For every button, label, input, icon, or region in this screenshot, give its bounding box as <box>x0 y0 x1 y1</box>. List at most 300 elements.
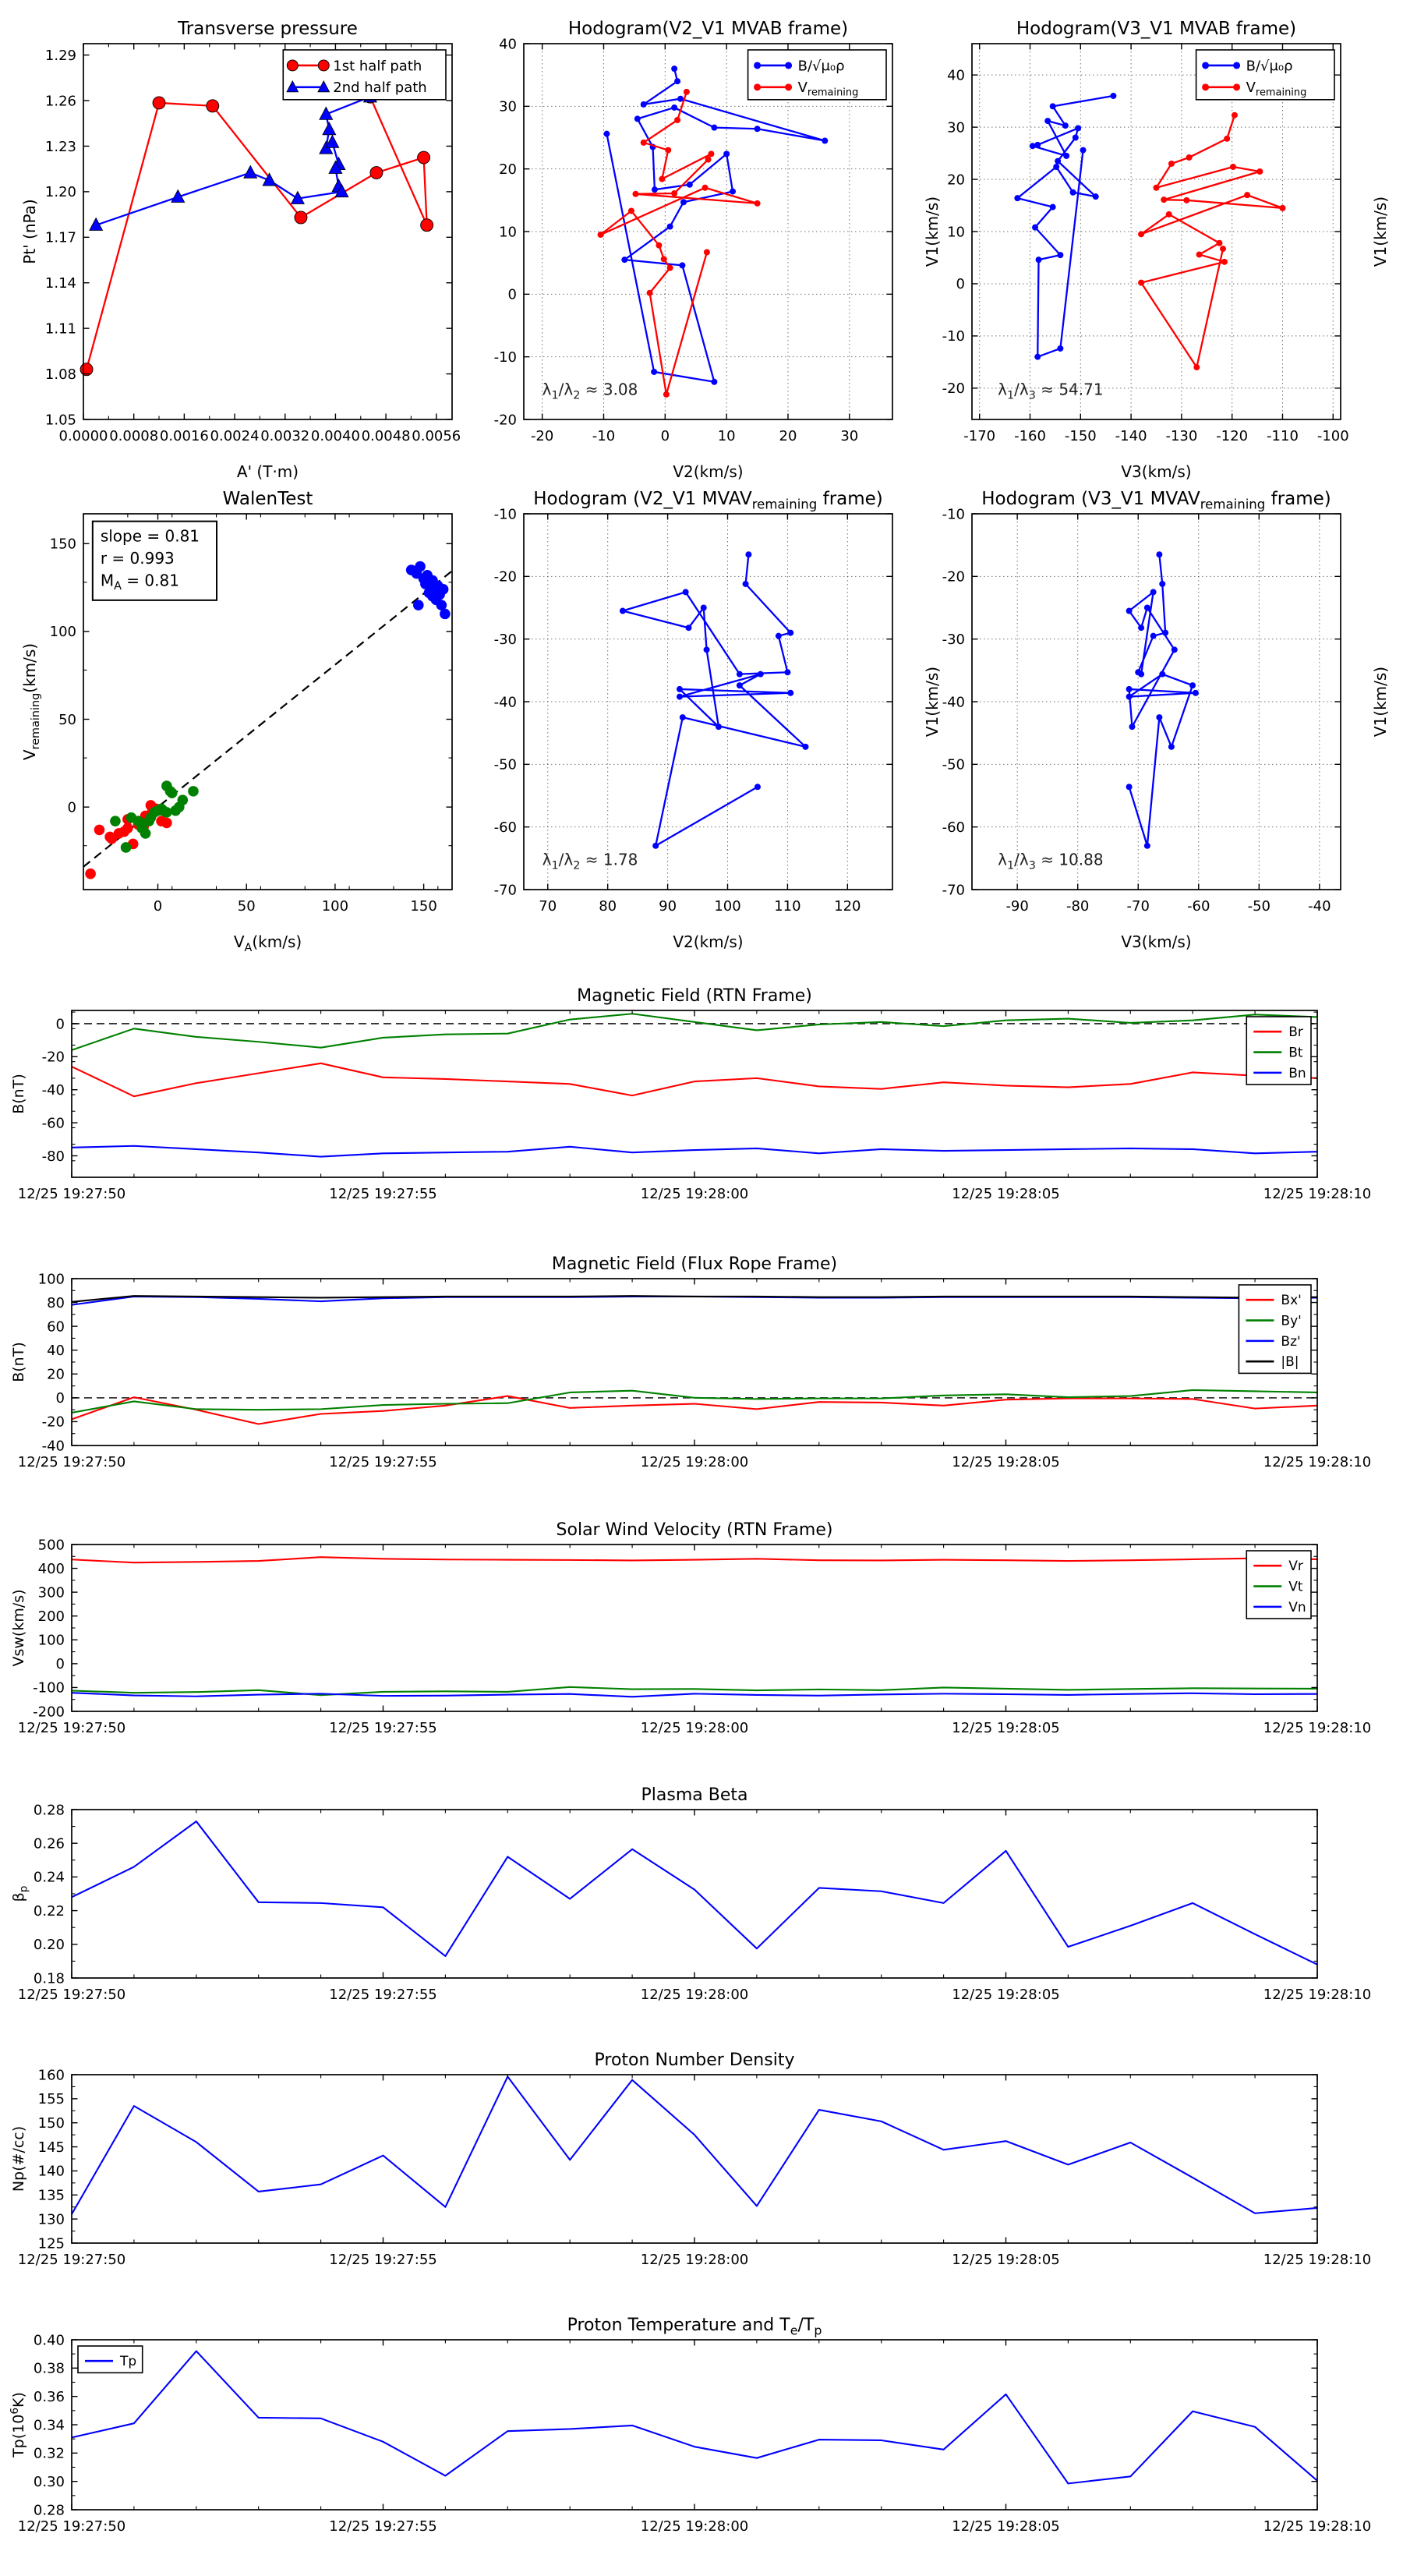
point-marker <box>674 117 680 123</box>
x-tick-label: 12/25 19:27:55 <box>329 1987 437 2003</box>
y-tick-label: 10 <box>947 224 965 241</box>
x-axis-label: V2(km/s) <box>673 932 744 951</box>
point-marker <box>667 224 673 230</box>
legend-label: Vt <box>1288 1579 1303 1595</box>
chart-hodogram_v2v1_mvav <box>494 489 942 951</box>
x-tick-label: 12/25 19:28:10 <box>1263 2518 1372 2535</box>
y-tick-label: -60 <box>41 1115 65 1132</box>
annotation: $\lambda_1/\lambda_3 \approx 10.88$ <box>998 850 1104 872</box>
legend-label: |B| <box>1281 1354 1299 1371</box>
x-tick-label: 0.0008 <box>109 428 159 444</box>
point-marker <box>1110 93 1116 99</box>
point-marker <box>674 78 680 84</box>
point-marker <box>802 744 808 750</box>
x-tick-label: -70 <box>1126 898 1150 915</box>
y-axis-label: $V_{remaining}(km/s)$ <box>20 642 42 761</box>
triangle-marker <box>244 165 257 178</box>
x-tick-label: 12/25 19:28:00 <box>640 1454 749 1470</box>
point-marker <box>716 724 722 730</box>
series-V remaining hodogram <box>1129 554 1196 846</box>
y-tick-label: 0.38 <box>33 2360 65 2377</box>
point-marker <box>1233 83 1240 90</box>
annotation: $\lambda_1/\lambda_3 \approx 54.71$ <box>998 380 1104 402</box>
stats-line: r = 0.993 <box>100 549 175 568</box>
y-tick-label: 130 <box>37 2211 65 2228</box>
y-tick-label: -20 <box>41 1414 65 1431</box>
x-tick-label: 110 <box>774 898 801 915</box>
x-tick-label: -50 <box>1247 898 1271 915</box>
x-tick-label: 0.0016 <box>159 428 209 444</box>
legend-label: By' <box>1281 1313 1302 1329</box>
x-tick-label: 12/25 19:28:10 <box>1263 1186 1372 1202</box>
x-tick-label: 10 <box>717 428 736 444</box>
point-marker <box>787 690 793 696</box>
point-marker <box>647 290 653 296</box>
point-marker <box>1150 589 1157 595</box>
y-tick-label: 60 <box>47 1318 65 1336</box>
x-axis-label: V3(km/s) <box>1121 462 1192 481</box>
x-tick-label: -10 <box>592 428 616 444</box>
point-marker <box>1062 122 1069 129</box>
y-tick-label: 40 <box>499 36 517 53</box>
y-tick-label: -10 <box>493 506 517 523</box>
point-marker <box>1032 225 1038 231</box>
point-marker <box>603 131 610 137</box>
x-tick-label: -40 <box>1308 898 1331 915</box>
point-marker <box>110 816 121 826</box>
x-axis-label: $V_A(km/s)$ <box>233 932 302 954</box>
point-marker <box>758 671 764 678</box>
point-marker <box>663 391 670 398</box>
point-marker <box>1221 259 1228 265</box>
x-tick-label: 12/25 19:28:00 <box>640 2518 749 2535</box>
series-V remaining <box>1141 115 1282 367</box>
point-marker <box>677 694 683 700</box>
point-marker <box>415 561 426 572</box>
y-tick-label: 0 <box>507 286 517 303</box>
point-marker <box>440 609 451 620</box>
point-marker <box>743 581 749 587</box>
y-tick-label: -40 <box>41 1082 65 1099</box>
series-Bt <box>72 1014 1317 1050</box>
point-marker <box>1224 136 1230 142</box>
y-tick-label: 1.05 <box>44 412 76 429</box>
point-marker <box>1057 252 1063 258</box>
axes-frame <box>72 2075 1317 2243</box>
y-tick-label: 20 <box>947 172 965 189</box>
x-tick-label: -120 <box>1216 428 1249 444</box>
legend-label: 1st half path <box>333 58 422 75</box>
legend-label: B/√μ₀ρ <box>797 58 845 75</box>
point-marker <box>122 823 133 833</box>
point-marker <box>686 625 692 631</box>
point-marker <box>167 787 178 798</box>
point-marker <box>620 608 626 614</box>
point-marker <box>121 842 132 853</box>
y-axis-label: Vsw(km/s) <box>10 1589 27 1667</box>
series-V remaining hodogram <box>623 554 806 846</box>
point-marker <box>680 199 687 205</box>
chart-hodogram_v2v1_mvab <box>494 19 942 481</box>
point-marker <box>1220 246 1226 252</box>
chart-title: Solar Wind Velocity (RTN Frame) <box>556 1520 833 1540</box>
point-marker <box>755 784 761 790</box>
y-tick-label: 0 <box>55 1656 65 1673</box>
series-Vn <box>72 1693 1317 1697</box>
x-tick-label: 12/25 19:28:05 <box>952 1186 1060 1202</box>
point-marker <box>1063 153 1069 159</box>
y-tick-label: -60 <box>493 819 517 836</box>
point-marker <box>1193 364 1200 370</box>
x-tick-label: 12/25 19:27:55 <box>329 2518 437 2535</box>
x-axis-label: V3(km/s) <box>1121 932 1192 951</box>
chart-plasma_beta <box>10 1785 1371 2003</box>
legend <box>1246 1017 1311 1085</box>
x-tick-label: 0.0040 <box>310 428 360 444</box>
chart-title: Magnetic Field (RTN Frame) <box>577 986 812 1006</box>
point-marker <box>754 62 761 69</box>
stats-box <box>93 522 217 600</box>
point-marker <box>632 191 638 197</box>
y-tick-label: 0.36 <box>33 2388 65 2405</box>
x-tick-label: -160 <box>1014 428 1046 444</box>
x-axis-label: V2(km/s) <box>673 462 744 481</box>
point-marker <box>680 714 686 720</box>
stats-line: slope = 0.81 <box>100 526 200 546</box>
x-tick-label: 90 <box>659 898 677 915</box>
legend <box>78 2346 143 2373</box>
point-marker <box>1093 193 1099 200</box>
y-tick-label: 155 <box>37 2091 65 2108</box>
point-marker <box>641 140 647 146</box>
x-tick-label: 12/25 19:27:50 <box>17 2518 126 2535</box>
chart-title: Plasma Beta <box>641 1785 748 1805</box>
y-axis-label: B(nT) <box>10 1342 27 1382</box>
point-marker <box>1034 354 1041 360</box>
point-marker <box>701 605 707 611</box>
x-tick-label: 0 <box>660 428 670 444</box>
point-marker <box>1183 197 1189 203</box>
x-tick-label: 0.0056 <box>412 428 461 444</box>
y-tick-label: -30 <box>493 631 517 648</box>
y-tick-label: 0.18 <box>33 1970 65 1987</box>
point-marker <box>1055 158 1061 165</box>
point-marker <box>737 682 743 688</box>
y-tick-label: -60 <box>942 819 965 836</box>
y-tick-label: -40 <box>41 1438 65 1455</box>
y-tick-label: 1.20 <box>44 184 76 201</box>
legend-label: B/√μ₀ρ <box>1246 58 1293 75</box>
legend-label: $V_{remaining}$ <box>797 80 859 99</box>
point-marker <box>621 257 627 263</box>
y-tick-label: -100 <box>33 1679 65 1697</box>
x-tick-label: 150 <box>410 898 437 915</box>
annotation: $\lambda_1/\lambda_2 \approx 3.08$ <box>542 380 638 402</box>
point-marker <box>683 589 689 595</box>
point-marker <box>161 818 172 829</box>
y-tick-label: 150 <box>37 2115 65 2132</box>
y-tick-label: 300 <box>37 1584 65 1601</box>
point-marker <box>702 185 709 191</box>
y-tick-label: 200 <box>37 1608 65 1626</box>
point-marker <box>679 262 685 268</box>
point-marker <box>661 256 667 262</box>
x-tick-label: 12/25 19:28:10 <box>1263 1720 1372 1736</box>
point-marker <box>687 182 693 188</box>
x-tick-label: 12/25 19:28:05 <box>952 1720 1060 1736</box>
y-tick-label: 1.08 <box>44 366 76 383</box>
y-tick-label: 160 <box>37 2067 65 2084</box>
point-marker <box>1168 744 1175 750</box>
y-axis-label: V1(km/s) <box>1371 196 1390 267</box>
y-tick-label: -200 <box>33 1704 65 1721</box>
point-marker <box>1126 608 1133 614</box>
point-marker <box>1202 83 1209 90</box>
point-marker <box>1138 625 1144 631</box>
point-marker <box>1244 192 1250 198</box>
y-tick-label: -30 <box>942 631 965 648</box>
stats-line: $M_A = 0.81$ <box>100 571 179 593</box>
point-marker <box>1050 103 1056 109</box>
point-marker <box>1154 185 1160 191</box>
y-tick-label: 0 <box>55 1016 65 1033</box>
chart-vsw_rtn <box>10 1520 1371 1736</box>
y-axis-label: Np(#/cc) <box>10 2125 27 2192</box>
point-marker <box>1233 62 1240 69</box>
point-marker <box>822 138 828 144</box>
point-marker <box>318 60 329 71</box>
y-tick-label: -10 <box>942 328 965 345</box>
series-B/sqrt(mu0 rho) <box>606 69 825 382</box>
x-tick-label: 12/25 19:27:55 <box>329 2252 437 2268</box>
y-tick-label: 50 <box>58 711 76 728</box>
y-tick-label: 0.20 <box>33 1937 65 1954</box>
y-tick-label: -70 <box>493 882 517 899</box>
point-marker <box>684 89 690 95</box>
x-tick-label: -80 <box>1066 898 1090 915</box>
y-tick-label: -70 <box>942 882 965 899</box>
point-marker <box>651 369 657 375</box>
chart-title: Hodogram (V3_V1 $MVAV_{remaining}$ frame) <box>981 489 1331 512</box>
point-marker <box>628 207 634 214</box>
legend-label: Vr <box>1288 1559 1303 1575</box>
y-tick-label: 100 <box>37 1271 65 1288</box>
point-marker <box>1070 189 1076 196</box>
point-marker <box>1172 646 1178 653</box>
y-tick-label: 500 <box>37 1537 65 1554</box>
y-tick-label: -20 <box>493 568 517 586</box>
point-marker <box>1156 714 1162 720</box>
y-axis-label: Pt' (nPa) <box>20 199 39 264</box>
legend-label: Vn <box>1288 1599 1306 1615</box>
x-axis-label: A' (T·m) <box>236 462 299 481</box>
point-marker <box>1138 671 1144 678</box>
y-tick-label: 0.40 <box>33 2332 65 2349</box>
y-tick-label: -40 <box>942 694 965 711</box>
point-marker <box>178 794 189 805</box>
point-marker <box>153 97 165 109</box>
x-tick-label: -130 <box>1165 428 1198 444</box>
y-tick-label: 0.34 <box>33 2417 65 2434</box>
point-marker <box>1126 694 1133 700</box>
y-tick-label: -10 <box>942 506 965 523</box>
point-marker <box>671 65 677 72</box>
point-marker <box>1126 686 1133 692</box>
point-marker <box>723 150 730 157</box>
y-tick-label: 1.26 <box>44 93 76 110</box>
point-marker <box>140 828 151 839</box>
y-tick-label: 0 <box>956 276 965 293</box>
y-tick-label: 0 <box>55 1390 65 1407</box>
chart-hodogram_v3v1_mvav <box>942 489 1390 951</box>
y-tick-label: 40 <box>947 67 965 84</box>
y-tick-label: 135 <box>37 2187 65 2204</box>
y-axis-label: $Tp(10^6K)$ <box>8 2392 27 2457</box>
point-marker <box>1230 164 1236 170</box>
chart-title: Transverse pressure <box>178 19 358 39</box>
y-tick-label: 10 <box>499 224 517 241</box>
point-marker <box>1150 633 1157 639</box>
x-tick-label: 30 <box>840 428 859 444</box>
point-marker <box>1138 280 1144 286</box>
point-marker <box>207 100 219 112</box>
point-marker <box>785 62 792 69</box>
y-tick-label: -50 <box>493 756 517 773</box>
triangle-marker <box>323 122 336 135</box>
series-Bn <box>72 1146 1317 1157</box>
point-marker <box>787 630 793 636</box>
y-tick-label: 0.22 <box>33 1902 65 1920</box>
series-Br <box>72 1063 1317 1096</box>
point-marker <box>1014 195 1020 201</box>
y-tick-label: 400 <box>37 1560 65 1577</box>
point-marker <box>677 96 684 102</box>
y-tick-label: 30 <box>499 98 517 115</box>
point-marker <box>161 807 172 818</box>
chart-title: Hodogram (V2_V1 $MVAV_{remaining}$ frame) <box>533 489 883 512</box>
point-marker <box>754 83 761 90</box>
y-axis-label: V1(km/s) <box>923 666 942 738</box>
y-tick-label: 1.14 <box>44 275 76 292</box>
y-tick-label: 0 <box>67 799 76 816</box>
chart-title: WalenTest <box>222 489 313 509</box>
x-tick-label: -20 <box>530 428 554 444</box>
point-marker <box>1144 605 1150 611</box>
chart-title: Magnetic Field (Flux Rope Frame) <box>551 1254 838 1274</box>
point-marker <box>708 150 714 157</box>
x-tick-label: 70 <box>539 898 557 915</box>
series-beta_p <box>72 1821 1317 1965</box>
series-1st half path <box>87 97 427 370</box>
y-axis-label: B(nT) <box>10 1074 27 1114</box>
y-tick-label: 1.17 <box>44 229 76 246</box>
x-tick-label: 0.0048 <box>361 428 411 444</box>
x-tick-label: 12/25 19:27:50 <box>17 1186 126 1202</box>
y-tick-label: 40 <box>47 1343 65 1360</box>
point-marker <box>634 115 641 122</box>
point-marker <box>1162 630 1168 636</box>
point-marker <box>421 219 433 232</box>
y-tick-label: 0.32 <box>33 2445 65 2462</box>
point-marker <box>85 869 96 879</box>
point-marker <box>418 151 430 164</box>
point-marker <box>1159 581 1165 587</box>
y-tick-label: -40 <box>493 694 517 711</box>
point-marker <box>704 249 710 256</box>
axes-frame <box>72 1279 1317 1445</box>
y-tick-label: 125 <box>37 2235 65 2252</box>
x-tick-label: 12/25 19:27:50 <box>17 2252 126 2268</box>
point-marker <box>94 825 105 836</box>
y-tick-label: -10 <box>493 349 517 366</box>
chart-title: Hodogram(V3_V1 MVAB frame) <box>1016 19 1297 39</box>
y-tick-label: 80 <box>47 1294 65 1311</box>
legend <box>283 50 446 100</box>
point-marker <box>1044 118 1051 124</box>
point-marker <box>745 551 751 557</box>
point-marker <box>755 200 761 207</box>
point-marker <box>438 584 449 595</box>
y-tick-label: 100 <box>49 624 76 641</box>
point-marker <box>665 147 671 154</box>
annotation: $\lambda_1/\lambda_2 \approx 1.78$ <box>542 850 638 872</box>
x-tick-label: -100 <box>1316 428 1349 444</box>
y-tick-label: 1.29 <box>44 47 76 64</box>
axes-frame <box>72 1810 1317 1978</box>
point-marker <box>1196 251 1203 257</box>
y-tick-label: -20 <box>41 1049 65 1066</box>
x-tick-label: -60 <box>1187 898 1210 915</box>
legend-label: 2nd half path <box>333 80 427 97</box>
axes-frame <box>72 2340 1317 2510</box>
point-marker <box>1189 682 1196 688</box>
x-tick-label: 50 <box>237 898 256 915</box>
point-marker <box>1034 142 1041 148</box>
series-Vr <box>72 1557 1317 1562</box>
x-tick-label: 0.0024 <box>210 428 260 444</box>
x-tick-label: 12/25 19:28:05 <box>952 2252 1060 2268</box>
x-tick-label: 0.0000 <box>58 428 108 444</box>
x-tick-label: 12/25 19:28:05 <box>952 2518 1060 2535</box>
series-By' <box>72 1390 1317 1413</box>
point-marker <box>1126 784 1133 790</box>
y-tick-label: -20 <box>942 380 965 398</box>
point-marker <box>667 265 673 271</box>
chart-hodogram_v3v1_mvab <box>942 19 1390 481</box>
x-tick-label: 12/25 19:28:00 <box>640 2252 749 2268</box>
x-tick-label: 20 <box>779 428 797 444</box>
point-marker <box>1168 161 1175 167</box>
y-axis-label: V1(km/s) <box>1371 666 1390 738</box>
point-marker <box>671 190 677 196</box>
point-marker <box>730 189 736 195</box>
legend-label: Bn <box>1288 1065 1306 1081</box>
point-marker <box>1256 168 1263 175</box>
legend <box>1246 1551 1311 1619</box>
legend <box>1239 1285 1311 1373</box>
point-marker <box>1080 147 1087 154</box>
point-marker <box>598 232 604 238</box>
point-marker <box>1144 843 1150 849</box>
y-tick-label: 0.24 <box>33 1869 65 1886</box>
x-tick-label: 12/25 19:28:00 <box>640 1720 749 1736</box>
point-marker <box>1159 671 1165 678</box>
point-marker <box>1036 257 1042 263</box>
y-tick-label: 150 <box>49 536 76 553</box>
legend-label: Tp <box>120 2354 137 2370</box>
series-Tp <box>72 2351 1317 2484</box>
point-marker <box>755 126 761 132</box>
